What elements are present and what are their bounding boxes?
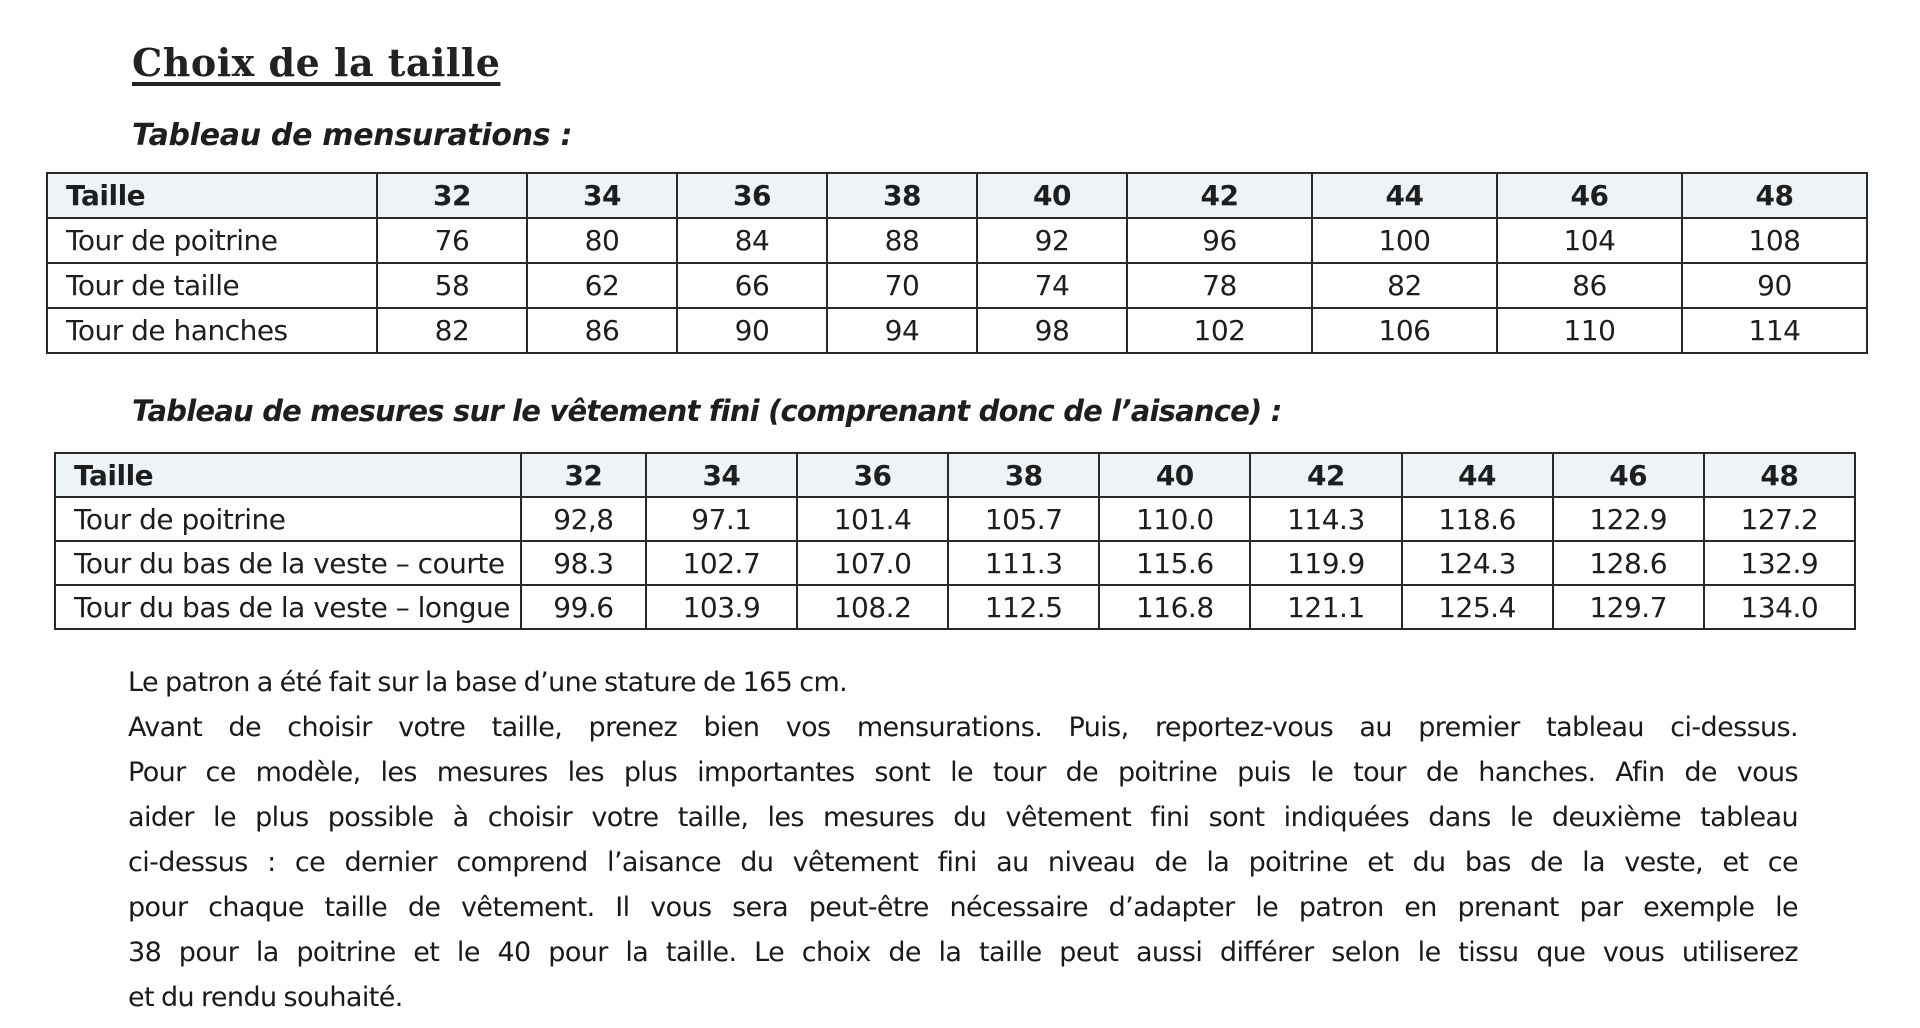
size-header-cell: 32 [521, 453, 646, 497]
paragraph-line: Pour ce modèle, les mesures les plus importantes sont le tour de poitrine puis le tour de hanches. Afin de vous [128, 757, 1798, 788]
value-cell: 92 [977, 218, 1127, 263]
value-cell: 70 [827, 263, 977, 308]
value-cell: 134.0 [1704, 585, 1855, 629]
value-cell: 110.0 [1099, 497, 1250, 541]
value-cell: 82 [377, 308, 527, 353]
row-label-cell: Tour de poitrine [55, 497, 521, 541]
value-cell: 76 [377, 218, 527, 263]
value-cell: 92,8 [521, 497, 646, 541]
paragraph-line: et du rendu souhaité. [128, 982, 403, 1013]
value-cell: 105.7 [948, 497, 1099, 541]
table-row [55, 541, 1855, 585]
row-label-cell: Tour de taille [47, 263, 377, 308]
value-cell: 99.6 [521, 585, 646, 629]
value-cell: 86 [1497, 263, 1682, 308]
value-cell: 66 [677, 263, 827, 308]
value-cell: 108 [1682, 218, 1867, 263]
value-cell: 111.3 [948, 541, 1099, 585]
value-cell: 119.9 [1250, 541, 1401, 585]
value-cell: 118.6 [1402, 497, 1553, 541]
table-row [55, 497, 1855, 541]
size-header-cell: 34 [646, 453, 797, 497]
value-cell: 88 [827, 218, 977, 263]
table2-caption: Tableau de mesures sur le vêtement fini (comprenant donc de l’aisance) : [132, 394, 1282, 428]
value-cell: 82 [1312, 263, 1497, 308]
value-cell: 101.4 [797, 497, 948, 541]
value-cell: 124.3 [1402, 541, 1553, 585]
header-label-cell: Taille [47, 173, 377, 218]
body-measurements-table [46, 172, 1868, 354]
value-cell: 98.3 [521, 541, 646, 585]
value-cell: 106 [1312, 308, 1497, 353]
size-header-cell: 42 [1127, 173, 1312, 218]
value-cell: 98 [977, 308, 1127, 353]
value-cell: 58 [377, 263, 527, 308]
value-cell: 114.3 [1250, 497, 1401, 541]
paragraph-line: aider le plus possible à choisir votre taille, les mesures du vêtement fini sont indiquées dans le deuxième tableau [128, 802, 1798, 833]
value-cell: 104 [1497, 218, 1682, 263]
value-cell: 80 [527, 218, 677, 263]
value-cell: 107.0 [797, 541, 948, 585]
table-row [55, 585, 1855, 629]
size-header-cell: 36 [797, 453, 948, 497]
value-cell: 112.5 [948, 585, 1099, 629]
value-cell: 96 [1127, 218, 1312, 263]
size-header-cell: 46 [1553, 453, 1704, 497]
row-label-cell: Tour du bas de la veste – longue [55, 585, 521, 629]
size-header-cell: 44 [1402, 453, 1553, 497]
value-cell: 128.6 [1553, 541, 1704, 585]
value-cell: 127.2 [1704, 497, 1855, 541]
paragraph-line: pour chaque taille de vêtement. Il vous sera peut-être nécessaire d’adapter le patron en prenant par exemple le [128, 892, 1798, 923]
paragraph-line: 38 pour la poitrine et le 40 pour la taille. Le choix de la taille peut aussi différer selon le tissu que vous utiliserez [128, 937, 1798, 968]
table-header-row [47, 173, 1867, 218]
value-cell: 115.6 [1099, 541, 1250, 585]
row-label-cell: Tour de hanches [47, 308, 377, 353]
table-row [47, 308, 1867, 353]
table1-caption: Tableau de mensurations : [132, 118, 573, 153]
size-header-cell: 48 [1682, 173, 1867, 218]
size-header-cell: 40 [977, 173, 1127, 218]
size-header-cell: 44 [1312, 173, 1497, 218]
row-label-cell: Tour de poitrine [47, 218, 377, 263]
paragraph-line: ci-dessus : ce dernier comprend l’aisance du vêtement fini au niveau de la poitrine et du bas de la veste, et ce [128, 847, 1798, 878]
paragraph-line: Avant de choisir votre taille, prenez bien vos mensurations. Puis, reportez-vous au premier tableau ci-dessus. [128, 712, 1798, 743]
value-cell: 100 [1312, 218, 1497, 263]
table-header-row [55, 453, 1855, 497]
value-cell: 94 [827, 308, 977, 353]
value-cell: 121.1 [1250, 585, 1401, 629]
value-cell: 125.4 [1402, 585, 1553, 629]
value-cell: 90 [677, 308, 827, 353]
value-cell: 122.9 [1553, 497, 1704, 541]
value-cell: 114 [1682, 308, 1867, 353]
size-header-cell: 42 [1250, 453, 1401, 497]
value-cell: 129.7 [1553, 585, 1704, 629]
value-cell: 132.9 [1704, 541, 1855, 585]
size-header-cell: 46 [1497, 173, 1682, 218]
table-row [47, 218, 1867, 263]
value-cell: 74 [977, 263, 1127, 308]
value-cell: 110 [1497, 308, 1682, 353]
value-cell: 90 [1682, 263, 1867, 308]
value-cell: 102.7 [646, 541, 797, 585]
page-title: Choix de la taille [132, 40, 501, 85]
value-cell: 102 [1127, 308, 1312, 353]
size-header-cell: 40 [1099, 453, 1250, 497]
value-cell: 62 [527, 263, 677, 308]
size-header-cell: 36 [677, 173, 827, 218]
header-label-cell: Taille [55, 453, 521, 497]
paragraph-line: Le patron a été fait sur la base d’une stature de 165 cm. [128, 667, 848, 698]
value-cell: 97.1 [646, 497, 797, 541]
value-cell: 78 [1127, 263, 1312, 308]
size-header-cell: 32 [377, 173, 527, 218]
value-cell: 103.9 [646, 585, 797, 629]
value-cell: 116.8 [1099, 585, 1250, 629]
row-label-cell: Tour du bas de la veste – courte [55, 541, 521, 585]
value-cell: 108.2 [797, 585, 948, 629]
finished-garment-table [54, 452, 1856, 630]
value-cell: 86 [527, 308, 677, 353]
table-row [47, 263, 1867, 308]
size-header-cell: 48 [1704, 453, 1855, 497]
size-header-cell: 38 [948, 453, 1099, 497]
instructions-paragraph [128, 660, 1798, 1020]
size-header-cell: 38 [827, 173, 977, 218]
value-cell: 84 [677, 218, 827, 263]
size-header-cell: 34 [527, 173, 677, 218]
